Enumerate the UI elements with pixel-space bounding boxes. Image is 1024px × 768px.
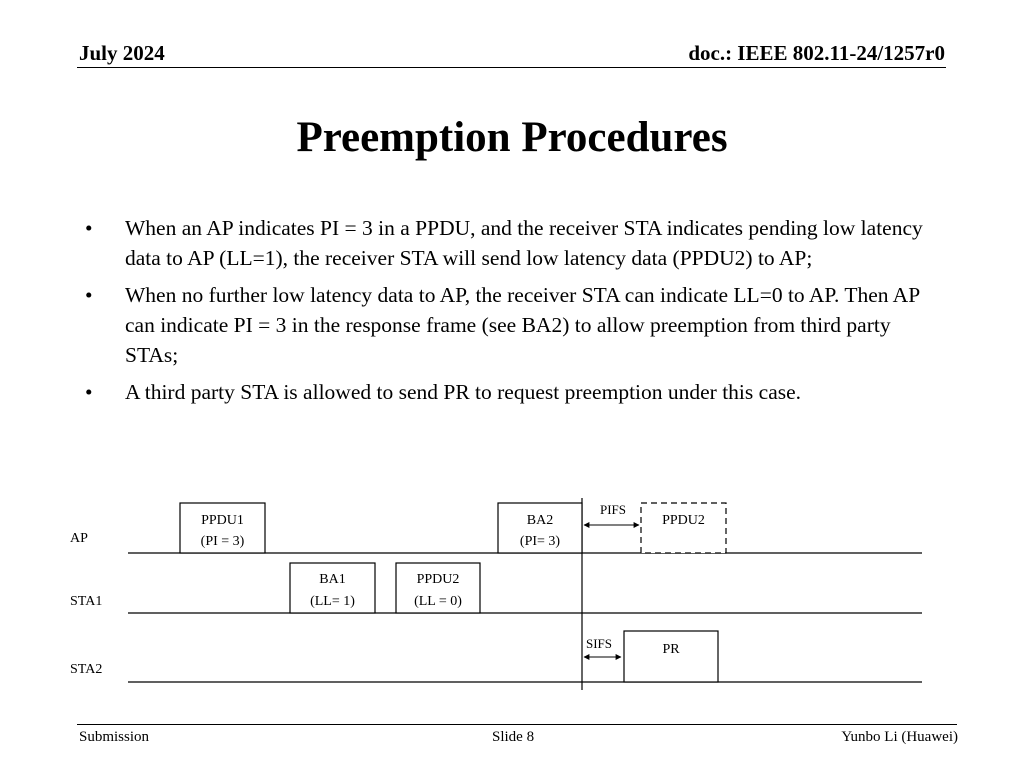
frame-sublabel: (PI = 3) — [200, 534, 245, 549]
slide-title: Preemption Procedures — [296, 114, 728, 161]
row-label-sta1: STA1 — [70, 594, 103, 609]
frame-sublabel: (LL = 0) — [414, 594, 462, 609]
bullet-text: A third party STA is allowed to send PR to request preemption under this case. — [125, 380, 802, 404]
bullet-marker: • — [85, 380, 93, 404]
bullet-text: When an AP indicates PI = 3 in a PPDU, and the receiver STA indicates pending low latency data to AP (LL=1), the receiver STA will send low latency data (PPDU2) to AP; — [125, 216, 923, 270]
slide-number: Slide 8 — [492, 729, 535, 745]
bullet-marker: • — [85, 283, 93, 307]
ppdu1-frame — [180, 503, 265, 553]
ba2-frame — [498, 503, 582, 553]
frame-sublabel: (PI= 3) — [519, 534, 561, 549]
ba1-frame — [290, 563, 375, 613]
row-label-sta2: STA2 — [70, 662, 103, 677]
pifs-label: PIFS — [600, 502, 627, 517]
frame-label: BA2 — [526, 513, 554, 528]
sifs-label: SIFS — [586, 636, 613, 651]
frame-label: PR — [662, 642, 680, 657]
frame-sublabel: (LL= 1) — [310, 594, 355, 609]
frame-label: PPDU2 — [416, 572, 460, 587]
ppdu2-preempted-frame — [641, 503, 726, 553]
frame-label: PPDU1 — [201, 513, 244, 528]
sta1-ppdu2-frame — [396, 563, 480, 613]
frame-label: PPDU2 — [662, 513, 705, 528]
header-doc-id: doc.: IEEE 802.11-24/1257r0 — [688, 41, 945, 65]
bullet-marker: • — [85, 216, 93, 240]
header-date: July 2024 — [79, 41, 165, 65]
bullet-text: When no further low latency data to AP, the receiver STA can indicate LL=0 to AP. Then AP can indicate PI = 3 in the response frame (see BA2) to allow preemption from third party STAs; — [125, 283, 920, 367]
row-label-ap: AP — [70, 531, 88, 546]
footer-divider — [77, 724, 957, 725]
footer-author: Yunbo Li (Huawei) — [841, 729, 958, 745]
frame-label: BA1 — [319, 572, 346, 587]
pr-frame — [624, 631, 718, 682]
footer-submission: Submission — [79, 729, 150, 745]
